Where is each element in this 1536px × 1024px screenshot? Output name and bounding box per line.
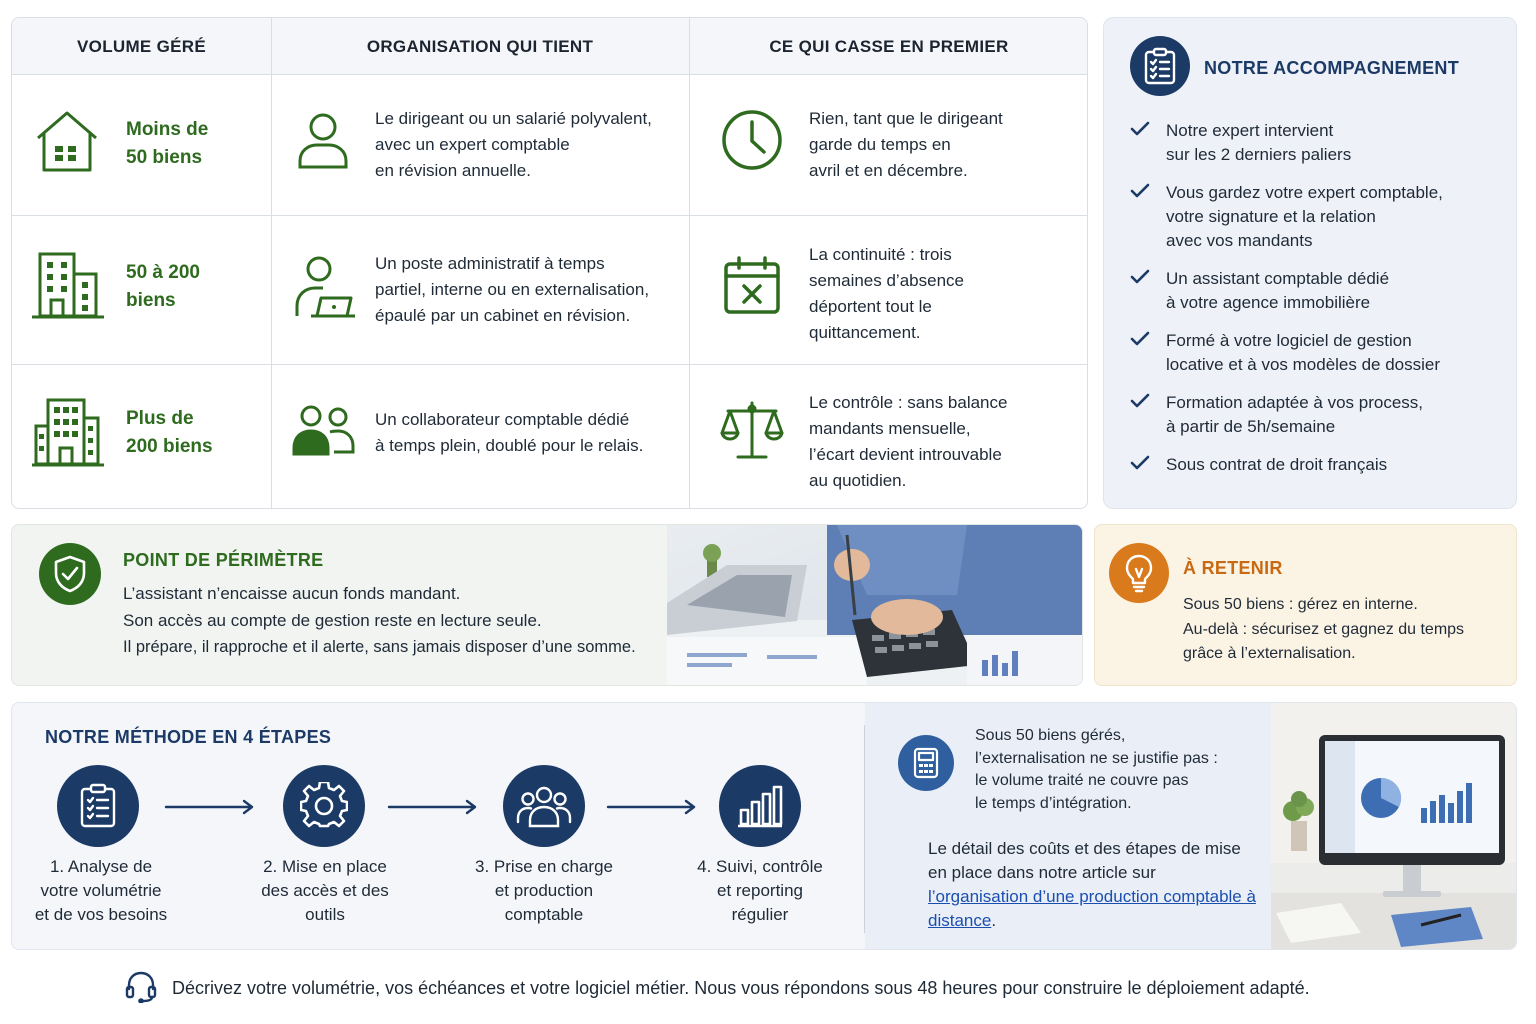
- header-organisation: ORGANISATION QUI TIENT: [366, 36, 594, 56]
- methode-note: [865, 703, 1271, 950]
- list-item: Formation adaptée à vos process, à partir de 5h/semaine: [1130, 391, 1423, 439]
- accounting-desk-photo: [667, 525, 1083, 686]
- arrow-right-icon: [387, 799, 479, 820]
- house-icon: [34, 108, 100, 179]
- list-item: Formé à votre logiciel de gestion locative et à vos modèles de dossier: [1130, 329, 1440, 377]
- list-item: Vous gardez votre expert comptable, votre signature et la relation avec vos mandants: [1130, 181, 1443, 253]
- calendar-cross-icon: [722, 254, 782, 321]
- header-volume: VOLUME GÉRÉ: [77, 36, 206, 56]
- row-divider: [12, 364, 1087, 365]
- volume-label: 50 à 200 biens: [126, 262, 200, 311]
- perimetre-panel: [11, 524, 1083, 686]
- step-label: 3. Prise en charge et production comptable: [475, 857, 613, 924]
- retenir-line: Sous 50 biens : gérez en interne.: [1183, 596, 1418, 613]
- detail-text: Le détail des coûts et des étapes de mise en place dans notre article sur l’organisation d’une production comptable à distance.: [928, 839, 1256, 930]
- perimetre-line: Il prépare, il rapproche et il alerte, sans jamais disposer d’une somme.: [123, 638, 636, 656]
- article-link[interactable]: l’organisation d’une production comptable à distance: [928, 887, 1256, 930]
- two-people-icon: [292, 404, 356, 461]
- check-icon: [1130, 267, 1166, 315]
- building-icon: [32, 250, 104, 325]
- methode-title: NOTRE MÉTHODE EN 4 ÉTAPES: [45, 727, 332, 747]
- column-divider: [689, 18, 690, 508]
- person-laptop-icon: [293, 254, 357, 325]
- step-label: 2. Mise en place des accès et des outils: [261, 857, 389, 924]
- footer-contact: [124, 970, 1310, 1006]
- check-icon: [1130, 119, 1166, 167]
- calculator-icon: [898, 735, 954, 791]
- list-item: Sous contrat de droit français: [1130, 453, 1387, 478]
- header-casse: CE QUI CASSE EN PREMIER: [769, 36, 1009, 56]
- person-icon: [295, 111, 351, 176]
- accompagnement-title: NOTRE ACCOMPAGNEMENT: [1204, 58, 1459, 78]
- clock-icon: [720, 108, 784, 177]
- arrow-right-icon: [164, 799, 256, 820]
- check-icon: [1130, 181, 1166, 253]
- volume-label: Moins de 50 biens: [126, 119, 209, 168]
- volume-label: Plus de 200 biens: [126, 408, 213, 457]
- shield-check-icon: [39, 543, 101, 605]
- clipboard-checklist-icon: [1130, 36, 1190, 96]
- row-divider: [12, 215, 1087, 216]
- check-icon: [1130, 329, 1166, 377]
- perimetre-line: Son accès au compte de gestion reste en lecture seule.: [123, 611, 542, 630]
- methode-panel: [11, 702, 1517, 950]
- lightbulb-icon: [1109, 543, 1169, 603]
- retenir-title: À RETENIR: [1183, 558, 1283, 578]
- perimetre-line: L’assistant n’encaisse aucun fonds mandant.: [123, 584, 461, 603]
- bar-chart-icon: [719, 765, 801, 847]
- clipboard-icon: [57, 765, 139, 847]
- column-divider: [271, 18, 272, 508]
- note-text: Sous 50 biens gérés, l’externalisation ne se justifie pas : le volume traité ne couvre pas le temps d’intégration.: [975, 727, 1218, 812]
- team-icon: [503, 765, 585, 847]
- gear-icon: [283, 765, 365, 847]
- large-building-icon: [32, 396, 104, 473]
- computer-desk-photo: [1271, 703, 1517, 950]
- arrow-right-icon: [606, 799, 698, 820]
- casse-text: La continuité : trois semaines d’absence déportent tout le quittancement.: [809, 245, 964, 342]
- casse-text: Rien, tant que le dirigeant garde du temps en avril et en décembre.: [809, 109, 1003, 180]
- headset-icon: [124, 969, 158, 1008]
- perimetre-title: POINT DE PÉRIMÈTRE: [123, 550, 324, 570]
- retenir-line: grâce à l’externalisation.: [1183, 645, 1356, 662]
- organisation-text: Un poste administratif à temps partiel, interne ou en externalisation, épaulé par un cabinet en révision.: [375, 254, 650, 325]
- organisation-text: Le dirigeant ou un salarié polyvalent, avec un expert comptable en révision annuelle.: [375, 109, 652, 180]
- check-icon: [1130, 453, 1166, 478]
- volume-table: [11, 17, 1088, 509]
- step-label: 4. Suivi, contrôle et reporting régulier: [697, 857, 823, 924]
- organisation-text: Un collaborateur comptable dédié à temps plein, doublé pour le relais.: [375, 410, 644, 455]
- scales-icon: [720, 399, 784, 466]
- check-icon: [1130, 391, 1166, 439]
- retenir-line: Au-delà : sécurisez et gagnez du temps: [1183, 621, 1465, 638]
- footer-text: Décrivez votre volumétrie, vos échéances et votre logiciel métier. Nous vous répondons sous 48 heures pour construire le déploiement adapté.: [172, 977, 1310, 998]
- casse-text: Le contrôle : sans balance mandants mensuelle, l’écart devient introuvable au quotidien.: [809, 393, 1008, 490]
- accompagnement-panel: [1103, 17, 1517, 509]
- list-item: Un assistant comptable dédié à votre agence immobilière: [1130, 267, 1389, 315]
- step-label: 1. Analyse de votre volumétrie et de vos besoins: [34, 857, 168, 924]
- list-item: Notre expert intervient sur les 2 derniers paliers: [1130, 119, 1351, 167]
- retenir-panel: [1094, 524, 1517, 686]
